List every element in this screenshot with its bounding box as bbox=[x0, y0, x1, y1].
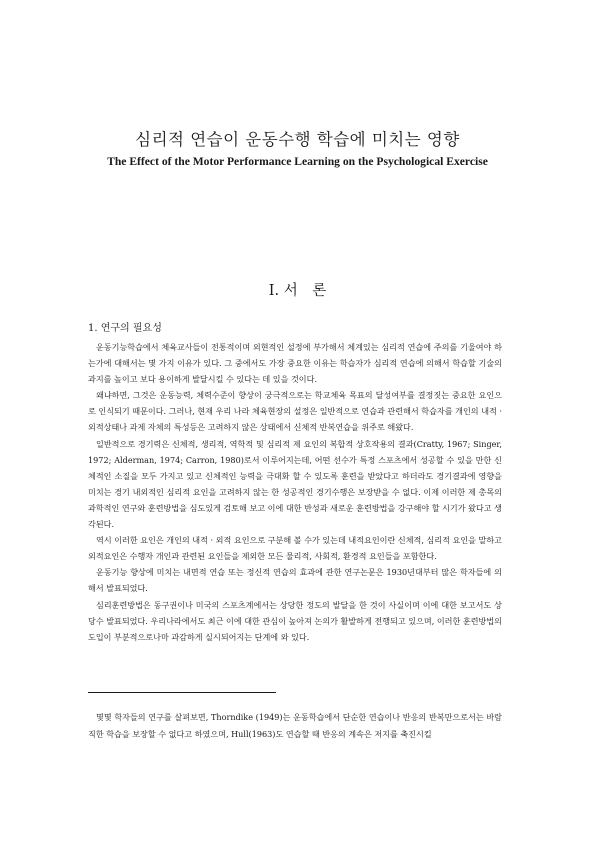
paragraph-5: 운동기능 향상에 미치는 내면적 연습 또는 정신적 연습의 효과에 관한 연구논문은 1930년대부터 많은 학자들에 의해서 발표되었다. bbox=[88, 567, 502, 594]
title-english: The Effect of the Motor Performance Learning on the Psychological Exercise bbox=[107, 155, 488, 168]
footnote-text: 몇몇 학자들의 연구를 살펴보면, Thorndike (1949)는 운동학습에서 단순한 연습이나 반응의 반복만으로서는 바람직한 학습을 보장할 수 없다고 하였으며, Hull(1963)도 연습할 때 반응의 계속은 저지를 축진시킬 bbox=[88, 712, 502, 739]
footnote-divider bbox=[88, 692, 276, 693]
paragraph-6: 심리훈련방법은 동구권이나 미국의 스포츠계에서는 상당한 정도의 발달을 한 것이 사실이며 이에 대한 보고서도 상당수 발표되었다. 우리나라에서도 최근 이에 대한 관심이 높아져 논의가 활발하게 전행되고 있으며, 이러한 훈련방법의 도입이 부분적으로나마 과감하게 실시되어지는 단계에 와 있다. bbox=[88, 599, 502, 642]
paragraph-3: 일반적으로 경기력은 신체적, 생리적, 역학적 및 심리적 제 요인의 복합적 상호작용의 결과(Cratty, 1967; Singer, 1972; Alderman, 1974; Carron, 1980)로서 이루어지는데, 어떤 선수가 특정 스포츠에서 성공할 수 있을 만한 신체적인 소질을 모두 가지고 있고 신체적인 능력을 극대화 할 수 있도록 훈련을 받았다고 하더라도 경기결과에 영향을 미치는 경기 내외적인 심리적 요인을 고려하지 않는 한 성공적인 경기수행은 보장받을 수 없다. 이제 이러한 제 총목의 과학적인 연구와 훈련방법을 심도있게 검토해 보고 이에 대한 반성과 새로운 훈련방법을 강구해야 할 시기가 왔다고 생각된다. bbox=[88, 438, 502, 530]
title-korean: 심리적 연습이 운동수행 학습에 미치는 영향 bbox=[135, 130, 460, 149]
paragraph-2: 왜냐하면, 그것은 운동능력, 체력수준이 향상이 궁극적으로는 학교체육 목표의 달성여부를 결정짓는 중요한 요인으로 인식되기 때문이다. 그러나, 현재 우리 나라 체육현장의 설정은 일반적으로 연습과 관련해서 학습자를 개인의 내적 · 외적상태나 과제 자체의 특성등은 고려하지 않은 상태에서 신체적 반복연습을 위주로 해왔다. bbox=[88, 390, 502, 433]
paragraph-4: 역시 이러한 요인은 개인의 내적 · 외적 요인으로 구분해 볼 수가 있는데 내적요인이란 신체적, 심리적 요인을 말하고 외적요인은 수행자 개인과 관련된 요인들을 제외한 모든 물리적, 사회적, 환경적 요인들을 포함한다. bbox=[88, 535, 502, 562]
paragraph-1: 운동기능학습에서 체육교사들이 전통적이며 외현적인 설정에 부가해서 체계있는 심리적 연습에 주의를 기울여야 하는가에 대해서는 몇 가지 이유가 있다. 그 중에서도 가장 중요한 이유는 학습자가 심리적 연습에 의해서 학습할 기술의 과지를 높이고 보다 용이하게 발달시킬 수 있다는 데 있을 것이다. bbox=[88, 342, 502, 385]
section-heading: Ⅰ. 서 론 bbox=[268, 283, 327, 299]
subsection-heading: 1. 연구의 필요성 bbox=[88, 323, 162, 334]
body-text bbox=[88, 339, 502, 645]
